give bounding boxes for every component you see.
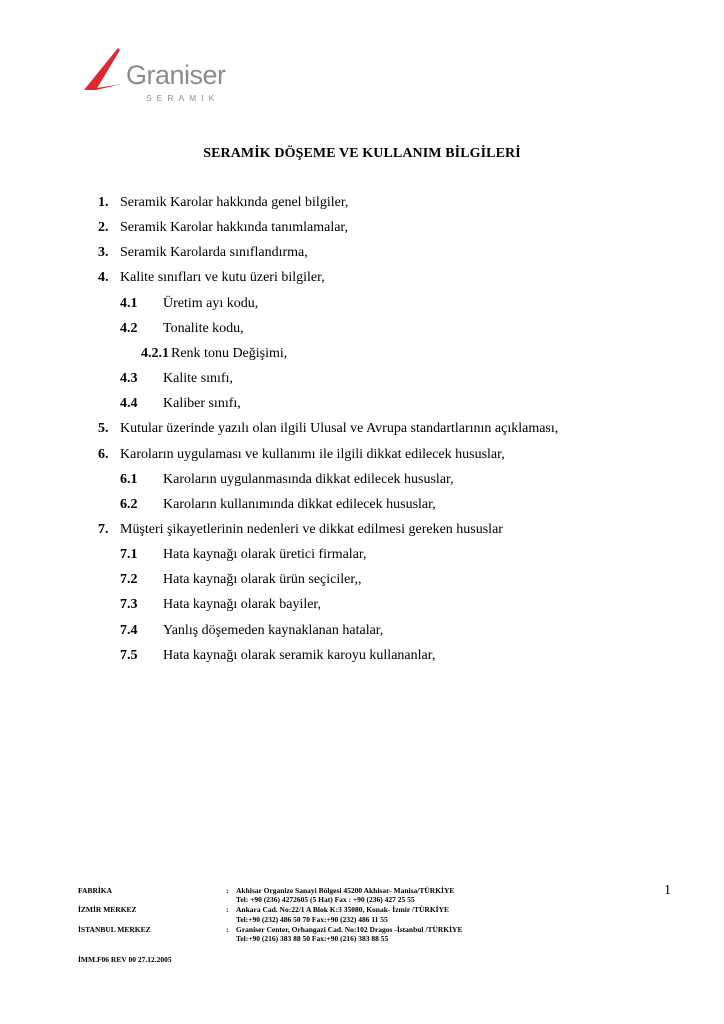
toc-item bbox=[98, 245, 308, 261]
toc-item-text: Kalite sınıfı, bbox=[163, 371, 233, 387]
toc-item bbox=[120, 371, 233, 387]
toc-item bbox=[120, 321, 244, 337]
logo-sub-text: SERAMIK bbox=[146, 93, 220, 103]
toc-item-number: 4. bbox=[98, 270, 109, 286]
toc-item-text: Yanlış döşemeden kaynaklanan hatalar, bbox=[163, 622, 384, 638]
toc-item-number: 6. bbox=[98, 446, 109, 462]
toc-item-number: 5. bbox=[98, 421, 109, 437]
toc-item-text: Karoların uygulaması ve kullanımı ile ilgili dikkat edilecek hususlar, bbox=[120, 446, 505, 462]
toc-item bbox=[98, 421, 558, 437]
footer-istanbul-colon: : bbox=[226, 925, 229, 934]
toc-item bbox=[120, 497, 436, 513]
toc-item-number: 7.4 bbox=[120, 622, 138, 638]
toc-item bbox=[120, 547, 367, 563]
toc-item bbox=[98, 220, 348, 236]
toc-item-number: 7.2 bbox=[120, 572, 138, 588]
footer-istanbul-address: Graniser Center, Orhangazi Cad. No:102 Dragos -İstanbul /TÜRKİYE bbox=[236, 925, 463, 934]
footer-izmir-label: İZMİR MERKEZ bbox=[78, 905, 137, 914]
footer-fabrika-phone: Tel: +90 (236) 4272605 (5 Hat) Fax : +90 (236) 427 25 55 bbox=[236, 895, 415, 904]
page-title: SERAMİK DÖŞEME VE KULLANIM BİLGİLERİ bbox=[203, 146, 521, 161]
toc-item-text: Renk tonu Değişimi, bbox=[171, 345, 288, 361]
toc-item-text: Müşteri şikayetlerinin nedenleri ve dikkat edilmesi gereken hususlar bbox=[120, 521, 503, 537]
toc-item-number: 7.5 bbox=[120, 647, 138, 663]
toc-item bbox=[98, 195, 348, 211]
toc-item bbox=[120, 648, 435, 664]
toc-item-text: Hata kaynağı olarak bayiler, bbox=[163, 597, 322, 613]
toc-item-text: Seramik Karolar hakkında tanımlamalar, bbox=[120, 220, 349, 236]
toc-item-number: 7.3 bbox=[120, 597, 138, 613]
toc-item-number: 7.1 bbox=[120, 547, 138, 563]
toc-item-text: Karoların uygulanmasında dikkat edilecek hususlar, bbox=[163, 471, 454, 487]
logo-brand-text: Graniser bbox=[126, 60, 226, 90]
toc-item-number: 4.3 bbox=[120, 371, 138, 387]
footer-istanbul-phone: Tel:+90 (216) 383 88 50 Fax:+90 (216) 383 88 55 bbox=[236, 934, 389, 943]
toc-item-number: 1. bbox=[98, 195, 109, 210]
toc-item bbox=[98, 447, 505, 463]
footer-izmir-address: Ankara Cad. No:22/1 A Blok K:3 35080, Konak- İzmir /TÜRKİYE bbox=[236, 905, 450, 914]
toc-item-text: Hata kaynağı olarak üretici firmalar, bbox=[163, 547, 367, 563]
toc-item-number: 4.2.1 bbox=[141, 345, 169, 361]
toc-item-text: Kaliber sınıfı, bbox=[163, 396, 241, 412]
toc-item-text: Üretim ayı kodu, bbox=[163, 295, 259, 311]
page-number: 1 bbox=[664, 883, 671, 898]
toc-item-number: 7. bbox=[98, 521, 109, 537]
toc-item-number: 4.4 bbox=[120, 396, 138, 412]
graniser-logo bbox=[82, 46, 232, 106]
footer-revision: İMM.F06 REV 00 27.12.2005 bbox=[78, 955, 172, 964]
toc-item-text: Tonalite kodu, bbox=[163, 320, 244, 336]
footer-izmir-colon: : bbox=[226, 905, 229, 914]
logo-red-swoosh bbox=[84, 48, 120, 90]
toc-item-text: Kalite sınıfları ve kutu üzeri bilgiler, bbox=[120, 270, 325, 286]
toc-item bbox=[141, 346, 287, 362]
toc-item-number: 6.2 bbox=[120, 496, 138, 512]
toc-item-text: Hata kaynağı olarak ürün seçiciler,, bbox=[163, 572, 362, 588]
footer-fabrika-label: FABRİKA bbox=[78, 886, 113, 895]
toc-item-text: Karoların kullanımında dikkat edilecek hususlar, bbox=[163, 496, 436, 512]
toc-item-text: Kutular üzerinde yazılı olan ilgili Ulusal ve Avrupa standartlarının açıklaması, bbox=[120, 421, 559, 437]
toc-item bbox=[120, 296, 258, 312]
toc-item-number: 6.1 bbox=[120, 471, 138, 487]
footer-fabrika-colon: : bbox=[226, 886, 229, 895]
toc-item bbox=[98, 270, 325, 286]
toc-item-text: Seramik Karolar hakkında genel bilgiler, bbox=[120, 195, 349, 210]
toc-item bbox=[98, 522, 503, 538]
toc-item bbox=[120, 597, 321, 613]
toc-item-text: Seramik Karolarda sınıflandırma, bbox=[120, 245, 308, 261]
toc-item-number: 4.1 bbox=[120, 295, 138, 311]
footer-fabrika-address: Akhisar Organize Sanayi Bölgesi 45200 Akhisar- Manisa/TÜRKİYE bbox=[236, 886, 455, 895]
footer-istanbul-label: İSTANBUL MERKEZ bbox=[78, 925, 151, 934]
footer-izmir-phone: Tel:+90 (232) 486 50 70 Fax:+90 (232) 486 11 55 bbox=[236, 915, 388, 924]
toc-item-number: 3. bbox=[98, 245, 109, 261]
toc-item-number: 2. bbox=[98, 220, 109, 236]
toc-item bbox=[120, 572, 361, 588]
toc-item bbox=[120, 396, 241, 412]
toc-item-text: Hata kaynağı olarak seramik karoyu kullananlar, bbox=[163, 647, 436, 663]
toc-item bbox=[120, 472, 454, 488]
toc-item bbox=[120, 623, 383, 639]
toc-item-number: 4.2 bbox=[120, 320, 138, 336]
